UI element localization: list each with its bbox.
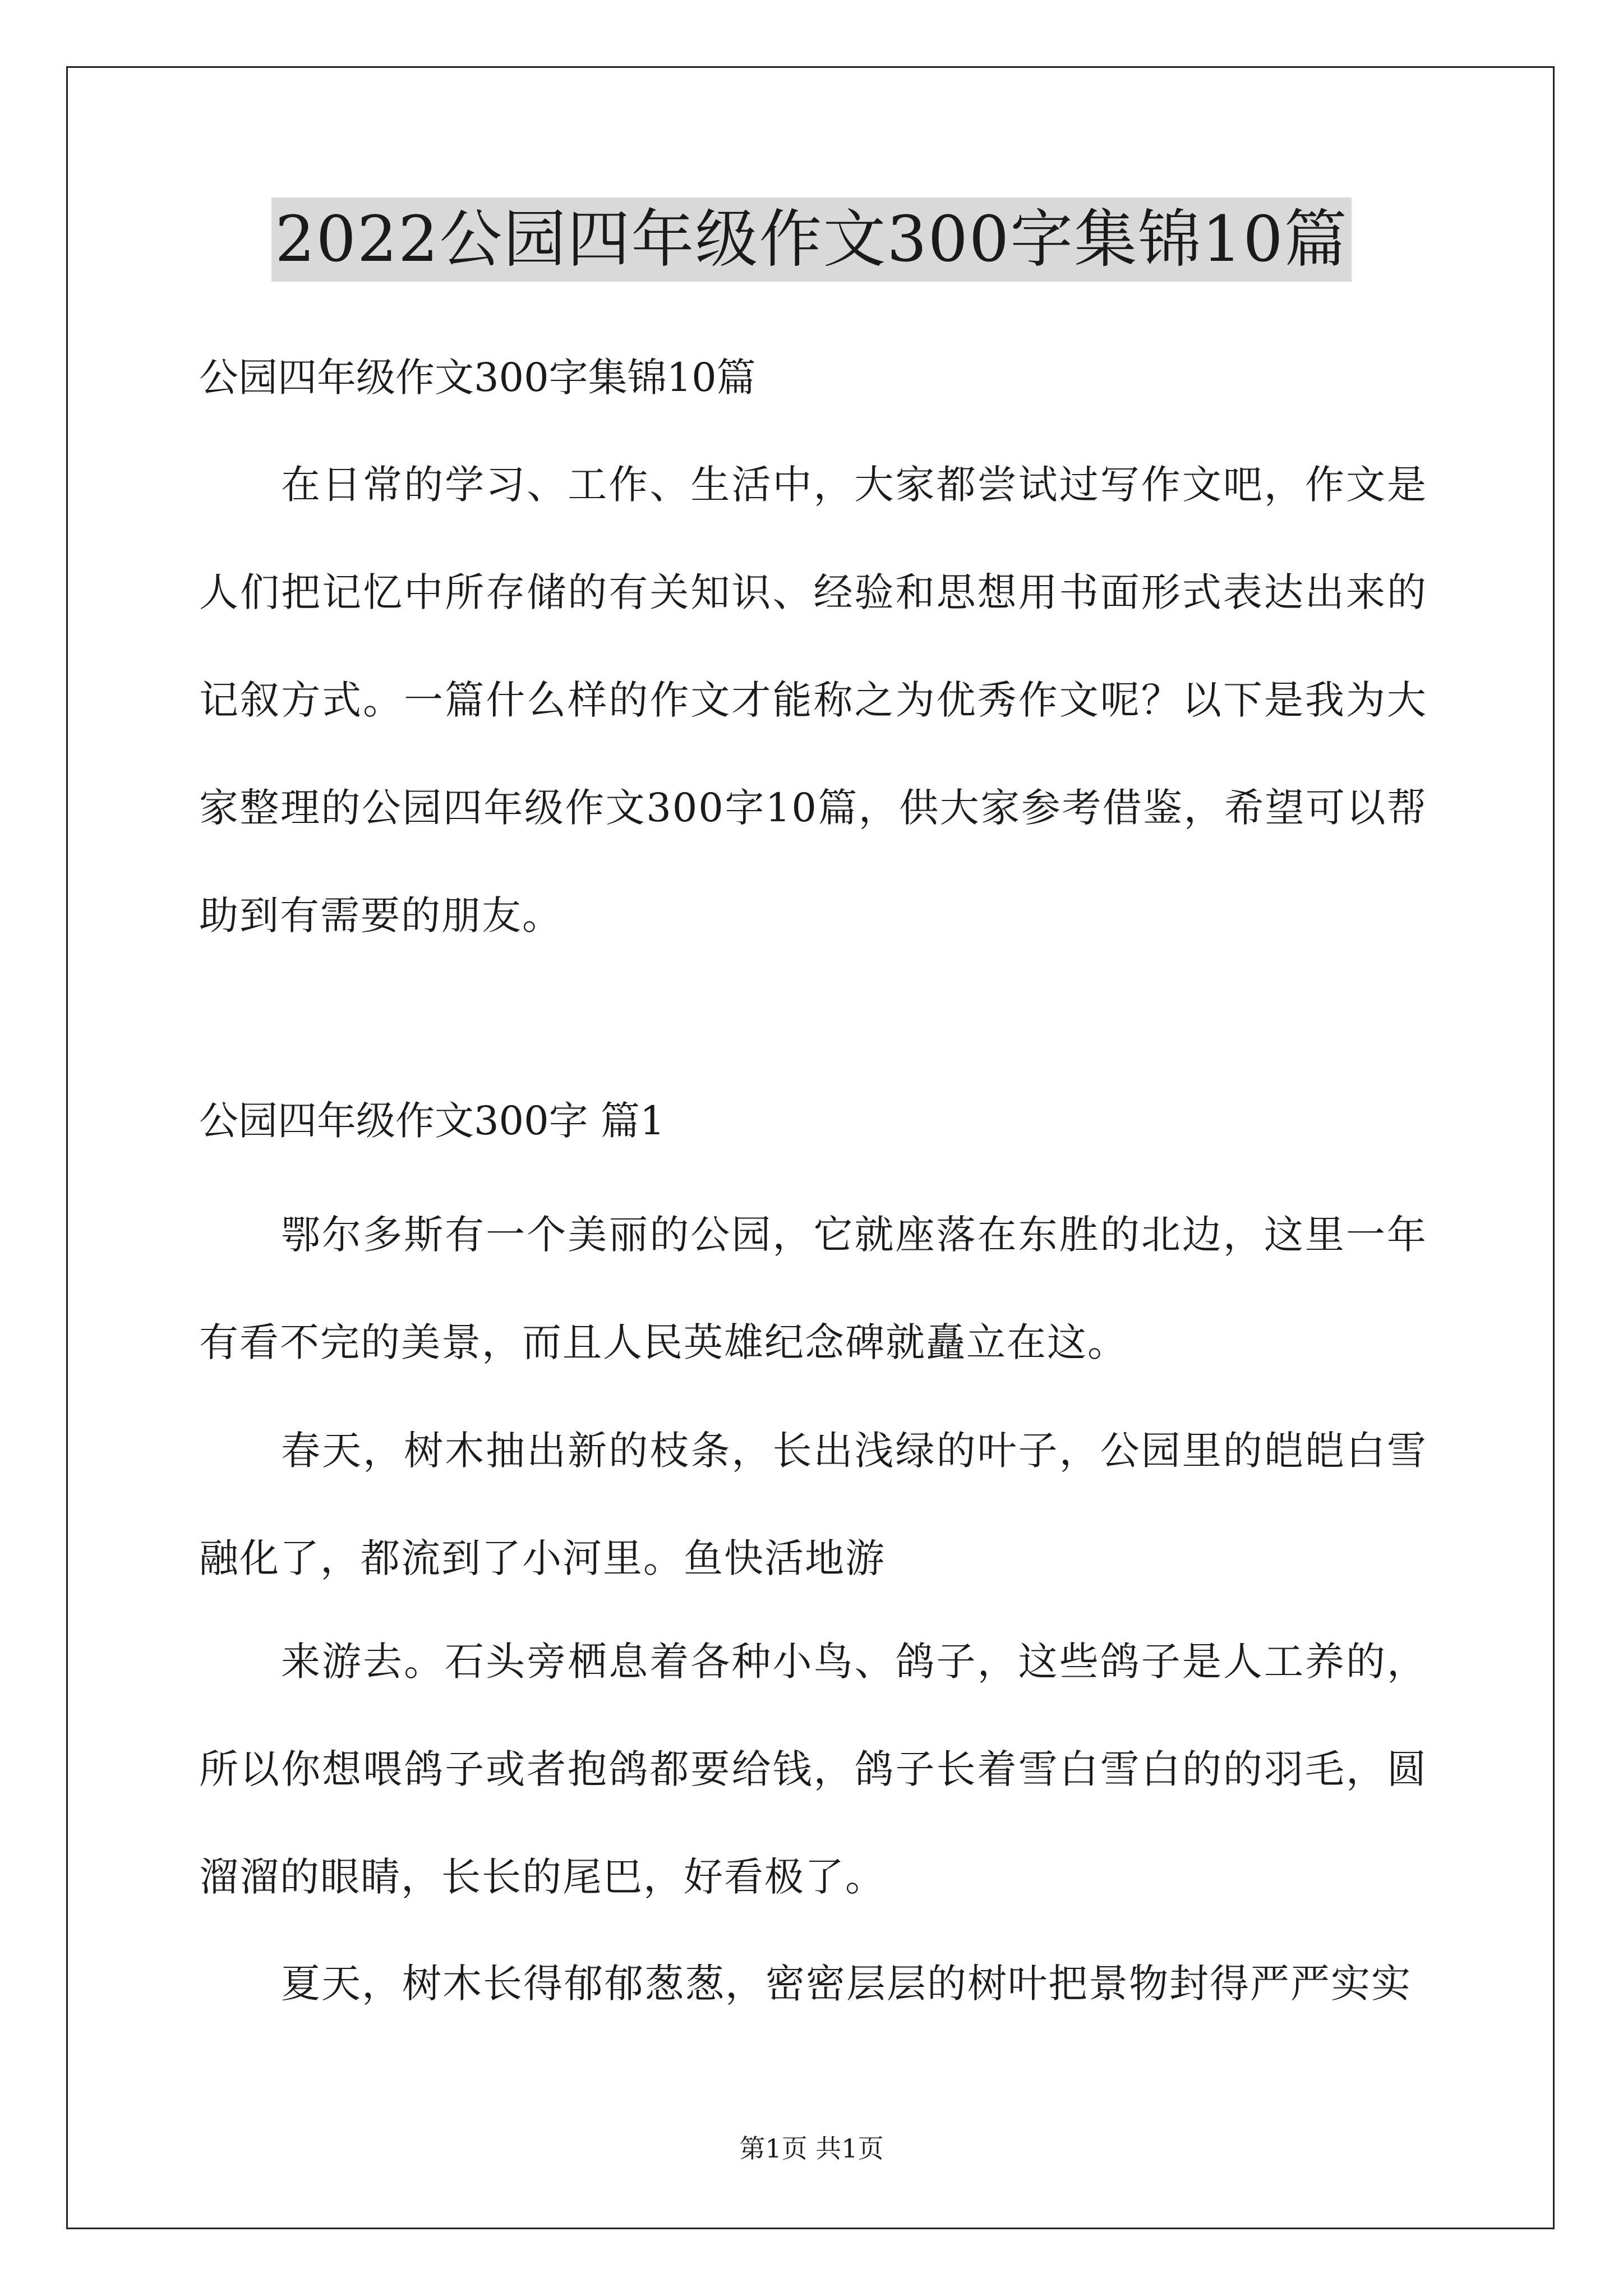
document-subtitle: 公园四年级作文300字集锦10篇 [199,355,756,401]
page-footer: 第1页 共1页 [739,2133,884,2164]
intro-paragraph: 在日常的学习、工作、生活中，大家都尝试过写作文吧，作文是人们把记忆中所存储的有关知识、经验和思想用书面形式表达出来的记叙方式。一篇什么样的作文才能称之为优秀作文呢？以下是我为大家整理的公园四年级作文300字10篇，供大家参考借鉴，希望可以帮助到有需要的朋友。 [199,462,1427,938]
document-title: 2022公园四年级作文300字集锦10篇 [271,197,1351,282]
body-paragraph: 春天，树木抽出新的枝条，长出浅绿的叶子，公园里的皑皑白雪融化了，都流到了小河里。鱼快活地游 [199,1428,1427,1581]
body-paragraph: 鄂尔多斯有一个美丽的公园，它就座落在东胜的北边，这里一年有看不完的美景，而且人民英雄纪念碑就矗立在这。 [199,1212,1427,1365]
section-heading: 公园四年级作文300字 篇1 [199,1098,665,1144]
title-container [0,197,1623,282]
body-paragraph: 夏天，树木长得郁郁葱葱，密密层层的树叶把景物封得严严实实 [281,1961,1412,2007]
body-paragraph: 来游去。石头旁栖息着各种小鸟、鸽子，这些鸽子是人工养的，所以你想喂鸽子或者抱鸽都要给钱，鸽子长着雪白雪白的的羽毛，圆溜溜的眼睛，长长的尾巴，好看极了。 [199,1639,1427,1900]
